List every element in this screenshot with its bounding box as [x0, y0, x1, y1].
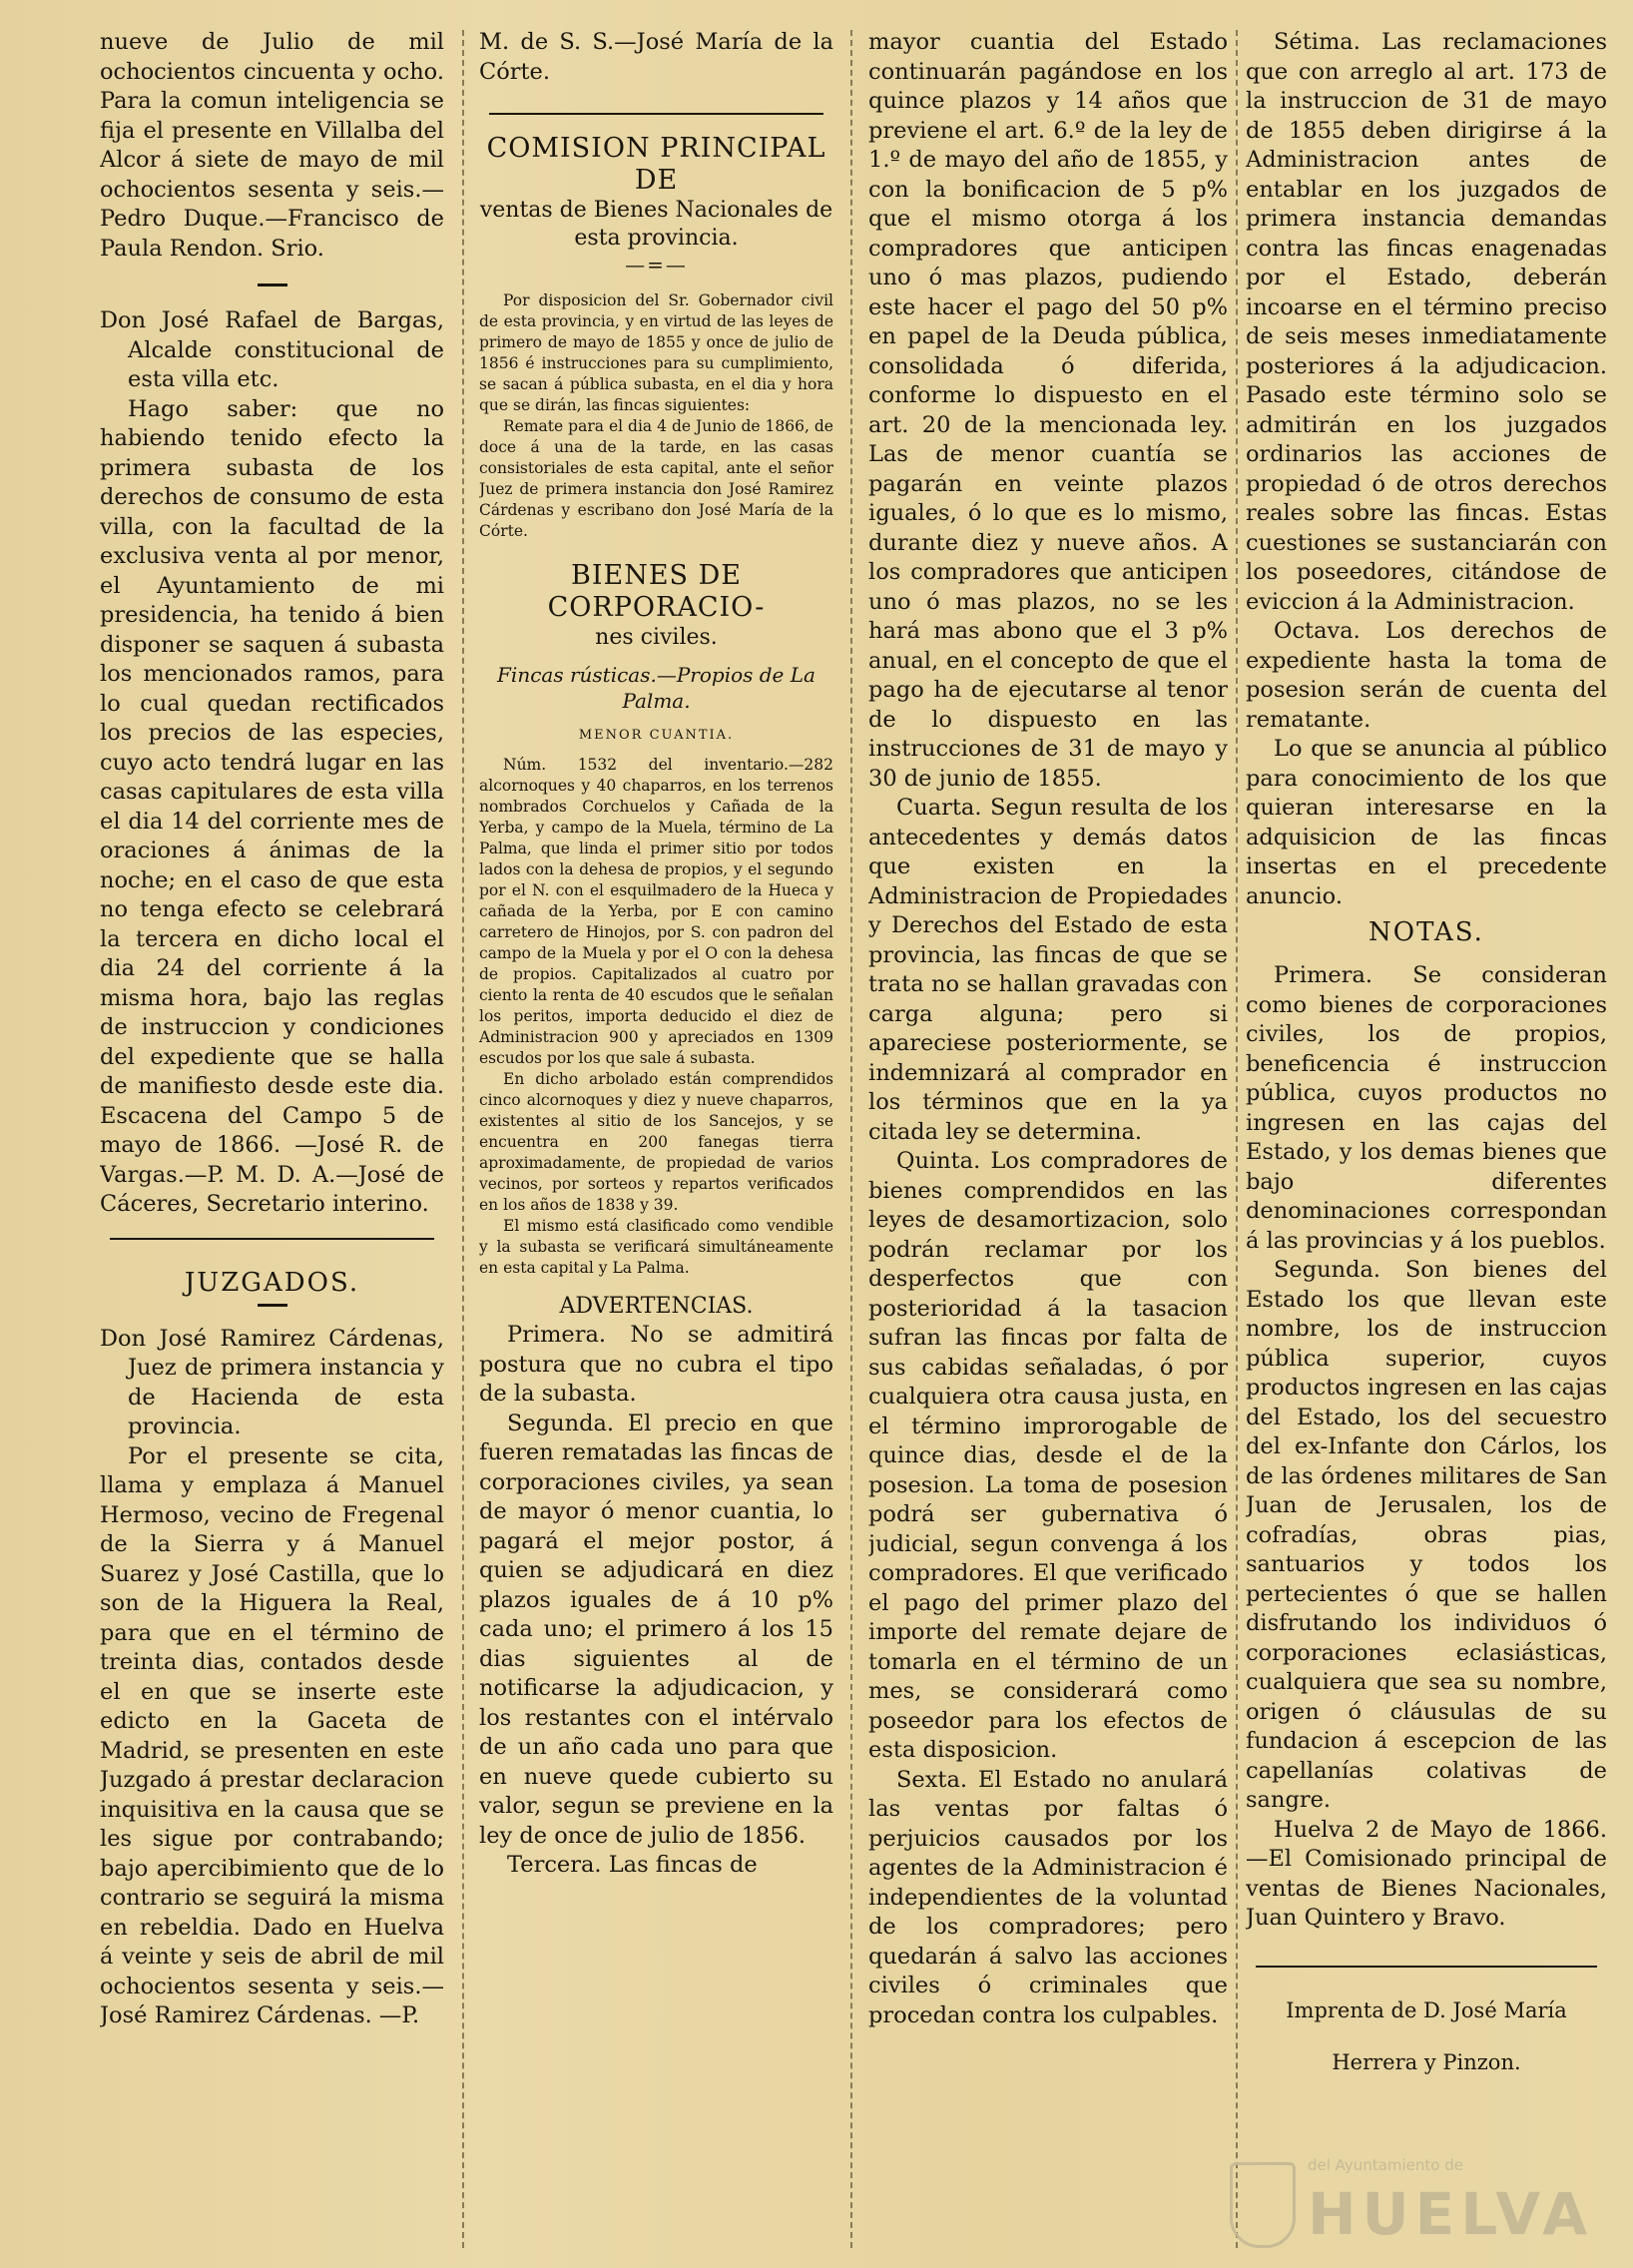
signature-line: M. de S. S.—José María de la Córte. [479, 29, 833, 85]
advertencia-quinta: Quinta. Los compradores de bienes comprendidos en las leyes de desamortizacion, solo podrán reclamar por los desperfectos que con posterioridad á la tasacion sufran las fincas por falta de sus cabidas señaladas, ó por cualquiera otra causa justa, en el término improrogable de quince dias, desde el de la posesion. La toma de posesion podrá ser gubernativa ó judicial, segun convenga á los compradores. El que verificado el pago del primer plazo del importe del remate dejare de tomarla en el término de un mes, se considerará como poseedor para los efectos de esta disposicion. [868, 1148, 1228, 1763]
watermark-name: HUELVA [1308, 2180, 1594, 2248]
column-1 [100, 28, 444, 2248]
column-4 [1246, 28, 1607, 2248]
arbolado-text: En dicho arbolado están comprendidos cinco alcornoques y diez y nueve chaparros, existentes al sitio de los Sancejos, y se encuentra en 200 fanegas tierra aproximadamente, de propiedad de varios vecinos, por sorteos y repartos verificados en los años de 1838 y 39. [479, 1070, 833, 1214]
shield-icon [1230, 2162, 1296, 2248]
nota-segunda: Segunda. Son bienes del Estado los que llevan este nombre, los de instruccion pública superior, cuyos productos ingresen en las cajas del Estado, los del secuestro del ex-Infante don Cárlos, los de las órdenes militares de San Juan de Jerusalen, los de cofradías, obras pias, santuarios y todos los pertecientes ó que se hallen disfrutando los individuos ó corporaciones eclasiásticas, cualquiera que sea su nombre, origen ó cláusulas de su fundacion á escepcion de las capellanías colativas de sangre. [1246, 1257, 1607, 1813]
separator-dash [258, 1304, 287, 1307]
watermark-caption: del Ayuntamiento de [1308, 2156, 1463, 2174]
column-3 [868, 28, 1228, 2248]
separator-dash [258, 284, 287, 286]
advertencia-primera: Primera. No se admitirá postura que no cubra el tipo de la subasta. [479, 1322, 833, 1407]
section-rule [1256, 1966, 1597, 1968]
juzgados-heading: JUZGADOS. [184, 1267, 360, 1298]
bienes-subtitle: nes civiles. [595, 625, 718, 650]
citation-text: Por el presente se cita, llama y emplaza á Manuel Hermoso, vecino de Fregenal de la Sierra y á Manuel Suarez y José Castilla, que lo son de la Higuera la Real, para que en el término de treinta dias, contados desde el en que se inserte este edicto en la Gaceta de Madrid, se presenten en este Juzgado á prestar declaracion inquisitiva en la causa que se les sigue por contrabando; bajo apercibimiento que de lo contrario se seguirá la misma en rebeldia. Dado en Huelva á veinte y seis de abril de mil ochocientos sesenta y seis.— José Ramirez Cárdenas. —P. [100, 1442, 444, 2028]
nota-primera: Primera. Se consideran como bienes de corporaciones civiles, los de propios, beneficencia é instruccion pública, cuyos productos no ingresen en las cajas del Estado, y los demas bienes que bajo diferentes denominaciones correspondan á las provincias y á los pueblos. [1246, 962, 1607, 1254]
fincas-heading: Fincas rústicas.—Propios de La Palma. [497, 663, 816, 713]
column-divider [850, 30, 852, 2248]
column-2 [479, 28, 833, 2248]
advertencia-sexta: Sexta. El Estado no anulará las ventas por faltas ó perjuicios causados por los agentes de la Administracion é independientes de la voluntad de los compradores; pero quedarán á salvo las acciones civiles ó criminales que procedan contra los culpables. [868, 1766, 1228, 2028]
notas-heading: NOTAS. [1368, 917, 1484, 947]
remate-text: Remate para el dia 4 de Junio de 1866, de doce á una de la tarde, en las casas consistoriales de esta capital, ante el señor Juez de primera instancia don José Ramirez Cárdenas y escribano don José María de la Córte. [479, 417, 833, 540]
tercera-continued: mayor cuantia del Estado continuarán pagándose en los quince plazos y 14 años que previene el art. 6.º de la ley de 1.º de mayo del año de 1855, y con la bonificacion de 5 p% que el mismo otorga á los compradores que anticipen uno ó mas plazos, pudiendo este hacer el pago del 50 p% en papel de la Deuda pública, consolidada ó diferida, conforme lo dispuesto en el art. 20 de la mencionada ley. Las de menor cuantía se pagarán en veinte plazos iguales, ó lo que es lo mismo, durante diez y nueve años. A los compradores que anticipen uno ó mas plazos, no se les hará mas abono que el 3 p% anual, en el concepto de que el pago ha de ejecutarse al tenor de lo dispuesto en las instrucciones de 31 de mayo y 30 de junio de 1855. [868, 29, 1228, 792]
juez-heading: Don José Ramirez Cárdenas, Juez de primera instancia y de Hacienda de esta provincia. [100, 1325, 444, 1439]
disposicion-text: Por disposicion del Sr. Gobernador civil de esta provincia, y en virtud de las leyes de primero de mayo de 1855 y once de julio de 1856 é instrucciones para su cumplimiento, se sacan á pública subasta, en el dia y hora que se dirán, las fincas siguientes: [479, 291, 833, 414]
subasta-notice: Hago saber: que no habiendo tenido efecto la primera subasta de los derechos de consumo de esta villa, con la facultad de la exclusiva venta al por menor, el Ayuntamiento de mi presidencia, ha tenido á bien disponer se saquen á subasta los mencionados ramos, para lo cual quedan rectificados los precios de las especies, cuyo acto tendrá lugar en las casas capitulares de esta villa el dia 14 del corriente mes de oraciones á ánimas de la noche; en el caso de que esta no tenga efecto se celebrará la tercera en dicho local el dia 24 del corriente á la misma hora, bajo las reglas de instruccion y condiciones del expediente que se halla de manifiesto desde este dia. Escacena del Campo 5 de mayo de 1866. —José R. de Vargas.—P. M. D. A.—José de Cáceres, Secretario interino. [100, 395, 444, 1217]
imprenta-line-1: Imprenta de D. José María [1286, 1997, 1567, 2022]
column-divider [1236, 30, 1238, 2248]
clasificado-text: El mismo está clasificado como vendible y la subasta se verificará simultáneamente en esta capital y La Palma. [479, 1217, 833, 1277]
advertencia-octava: Octava. Los derechos de expediente hasta la toma de posesion serán de cuenta del rematante. [1246, 618, 1607, 733]
alcalde-heading: Don José Rafael de Bargas, Alcalde constitucional de esta villa etc. [100, 307, 444, 392]
comision-title: COMISION PRINCIPAL DE [486, 133, 826, 196]
edict-ending: nueve de Julio de mil ochocientos cincuenta y ocho. Para la comun inteligencia se fija el presente en Villalba del Alcor á siete de mayo de mil ochocientos sesenta y seis.—Pedro Duque.—Francisco de Paula Rendon. Srio. [100, 29, 444, 262]
menor-cuantia-label: MENOR CUANTIA. [578, 728, 735, 743]
fecha-firma: Huelva 2 de Mayo de 1866.—El Comisionado principal de ventas de Bienes Nacionales, Juan Quintero y Bravo. [1246, 1816, 1607, 1931]
bienes-title: BIENES DE CORPORACIO- [547, 560, 766, 623]
advertencias-heading: ADVERTENCIAS. [559, 1294, 754, 1319]
advertencia-setima: Sétima. Las reclamaciones que con arreglo al art. 173 de la instruccion de 31 de mayo de 1855 deben dirigirse á la Administracion antes de entablar en los juzgados de primera instancia demandas contra las fincas enagenadas por el Estado, deberán incoarse en el término preciso de seis meses inmediatamente posteriores á la adjudicacion. Pasado este término solo se admitirán en los juzgados ordinarios las acciones de propiedad ó de otros derechos reales sobre las fincas. Estas cuestiones se sustanciarán con los poseedores, citándose de eviccion á la Administracion. [1246, 29, 1607, 615]
comision-subtitle: ventas de Bienes Nacionales de esta provincia. [479, 198, 833, 251]
inventario-entry: Núm. 1532 del inventario.—282 alcornoques y 40 chaparros, en los terrenos nombrados Corchuelos y Cañada de la Yerba, y campo de la Muela, término de La Palma, que linda el primer sitio por todos lados con la dehesa de propios, y el segundo por el N. con el esquilmadero de la Hueca y cañada de la Yerba, por E con camino carretero de Hinojos, por S. con padron del campo de la Muela y por el O con la dehesa de propios. Capitalizados al cuatro por ciento la renta de 40 escudos que le señalan los peritos, importa deducido el diez de Administracion 900 y apreciados en 1309 escudos por los que sale á subasta. [479, 756, 833, 1067]
archive-watermark [1230, 2156, 1594, 2252]
advertencia-tercera: Tercera. Las fincas de [507, 1852, 758, 1878]
section-rule [489, 113, 823, 115]
column-divider [462, 30, 464, 2248]
advertencia-segunda: Segunda. El precio en que fueren rematadas las fincas de corporaciones civiles, ya sean de mayor ó menor cuantia, lo pagará el mejor postor, á quien se adjudicará en diez plazos iguales de á 10 p% cada uno; el primero á los 15 dias siguientes al de notificarse la adjudicacion, y los restantes con el intérvalo de un año cada uno para que en nueve quede cubierto su valor, segun se previene en la ley de once de julio de 1856. [479, 1410, 833, 1849]
ornament-separator: —=— [625, 253, 688, 277]
advertencia-cuarta: Cuarta. Segun resulta de los antecedentes y demás datos que existen en la Administracion de Propiedades y Derechos del Estado de esta provincia, las fincas de que se trata no se hallan gravadas con carga alguna; pero si apareciese posteriormente, se indemnizará al comprador en los términos que en la ya citada ley se determina. [868, 795, 1228, 1145]
section-rule [110, 1238, 434, 1240]
anuncio-text: Lo que se anuncia al público para conocimiento de los que quieran interesarse en la adquisicion de las fincas insertas en el precedente anuncio. [1246, 736, 1607, 909]
imprenta-line-2: Herrera y Pinzon. [1332, 2049, 1521, 2074]
